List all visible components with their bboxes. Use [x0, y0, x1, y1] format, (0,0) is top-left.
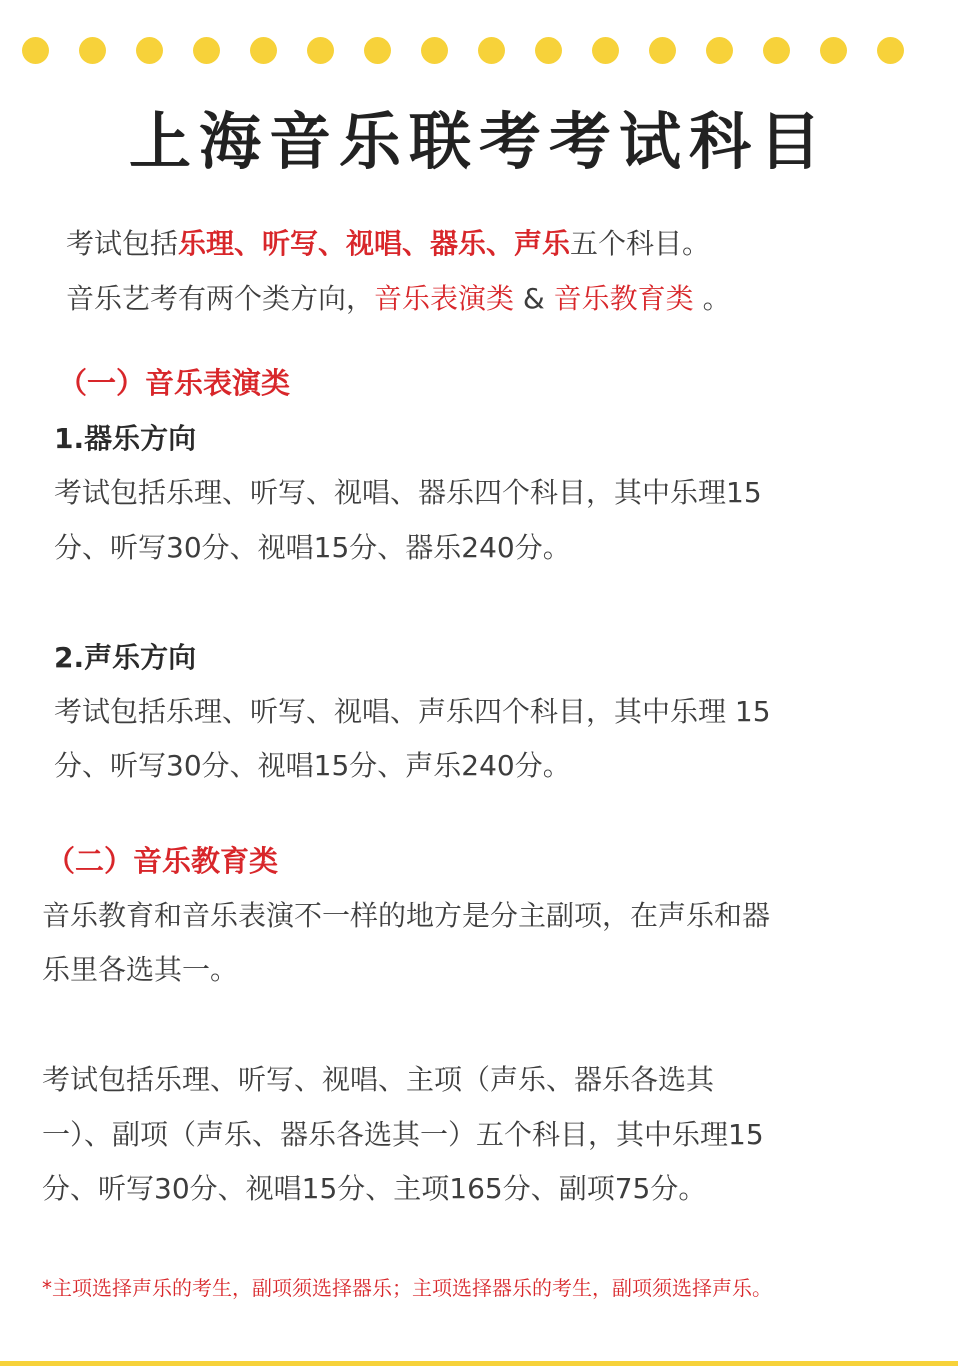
yellow-dot — [763, 37, 790, 64]
page-title: 上海音乐联考考试科目 — [128, 105, 829, 178]
subsection-title-vocal: 2.声乐方向 — [54, 641, 197, 674]
yellow-dot — [592, 37, 619, 64]
yellow-dot — [820, 37, 847, 64]
intro-line-1-prefix: 考试包括 — [66, 227, 179, 260]
yellow-dot — [136, 37, 163, 64]
yellow-dot — [22, 37, 49, 64]
intro-line-2 — [66, 281, 731, 317]
yellow-dot — [478, 37, 505, 64]
ampersand: & — [514, 282, 554, 315]
intro-line-1 — [66, 226, 710, 262]
yellow-dot — [364, 37, 391, 64]
vocal-text-line-2: 分、听写30分、视唱15分、声乐240分。 — [54, 749, 571, 782]
instrumental-text-line-1: 考试包括乐理、听写、视唱、器乐四个科目，其中乐理15 — [54, 476, 762, 509]
section-heading-performance: （一）音乐表演类 — [58, 366, 291, 400]
education-category-highlight: 音乐教育类 — [553, 282, 694, 315]
education-para-1-line-2: 乐里各选其一。 — [42, 953, 239, 986]
intro-line-2-prefix: 音乐艺考有两个类方向， — [66, 282, 375, 315]
education-para-1-line-1: 音乐教育和音乐表演不一样的地方是分主副项，在声乐和器 — [42, 899, 771, 932]
intro-line-2-suffix: 。 — [693, 282, 731, 315]
intro-subjects-highlight: 乐理、听写、视唱、器乐、声乐 — [178, 227, 571, 260]
subsection-title-instrumental: 1.器乐方向 — [54, 422, 197, 455]
decorative-dot-row — [22, 37, 922, 65]
education-para-2-line-3: 分、听写30分、视唱15分、主项165分、副项75分。 — [42, 1172, 707, 1205]
yellow-dot — [193, 37, 220, 64]
yellow-dot — [307, 37, 334, 64]
yellow-dot — [535, 37, 562, 64]
education-para-2-line-1: 考试包括乐理、听写、视唱、主项（声乐、器乐各选其 — [42, 1063, 715, 1096]
yellow-dot — [877, 37, 904, 64]
yellow-dot — [250, 37, 277, 64]
intro-line-1-suffix: 五个科目。 — [570, 227, 711, 260]
footnote: *主项选择声乐的考生，副项须选择器乐；主项选择器乐的考生，副项须选择声乐。 — [42, 1276, 772, 1300]
yellow-dot — [421, 37, 448, 64]
performance-category-highlight: 音乐表演类 — [374, 282, 515, 315]
instrumental-text-line-2: 分、听写30分、视唱15分、器乐240分。 — [54, 531, 571, 564]
education-para-2-line-2: 一）、副项（声乐、器乐各选其一）五个科目，其中乐理15 — [42, 1118, 764, 1151]
yellow-dot — [79, 37, 106, 64]
bottom-accent-bar — [0, 1361, 958, 1366]
vocal-text-line-1: 考试包括乐理、听写、视唱、声乐四个科目，其中乐理 15 — [54, 695, 771, 728]
yellow-dot — [649, 37, 676, 64]
section-heading-education: （二）音乐教育类 — [46, 844, 279, 878]
yellow-dot — [706, 37, 733, 64]
